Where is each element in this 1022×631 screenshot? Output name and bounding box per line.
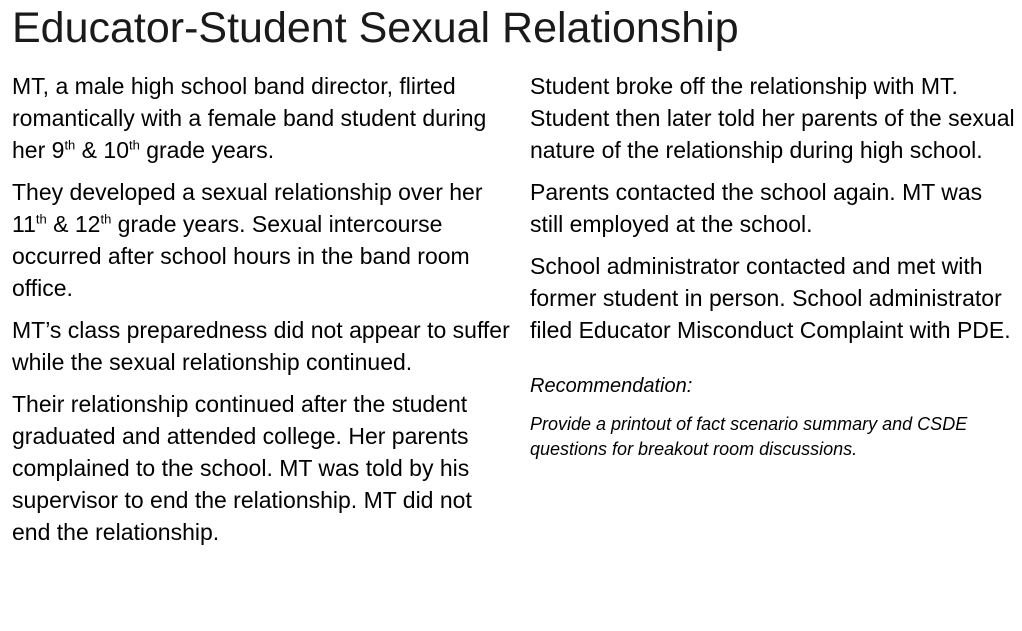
paragraph-text: grade years. Sexual intercourse occurred after school hours in the band room office. xyxy=(12,211,470,301)
left-column xyxy=(12,70,512,558)
paragraph-administrator: School administrator contacted and met with former student in person. School administrator filed Educator Misconduct Complaint with PDE. xyxy=(530,253,1011,343)
superscript: th xyxy=(64,137,76,153)
paragraph-flirting xyxy=(12,70,512,166)
paragraph-text: & 12 xyxy=(46,211,101,237)
recommendation-text: Provide a printout of fact scenario summary and CSDE questions for breakout room discussions. xyxy=(530,414,968,459)
paragraph-text: They developed a sexual relationship over her 11 xyxy=(12,179,483,237)
paragraph-broke-off: Student broke off the relationship with MT. Student then later told her parents of the sexual nature of the relationship during high school. xyxy=(530,73,1015,163)
paragraph-relationship xyxy=(12,176,512,304)
paragraph-text: MT, a male high school band director, flirted romantically with a female band student during her 9 xyxy=(12,73,487,163)
paragraph-parents-contacted: Parents contacted the school again. MT was still employed at the school. xyxy=(530,179,983,237)
right-column xyxy=(530,70,1015,462)
superscript: th xyxy=(100,211,112,227)
slide-title: Educator-Student Sexual Relationship xyxy=(12,4,739,52)
paragraph-text: grade years. xyxy=(139,137,275,163)
paragraph-preparedness: MT’s class preparedness did not appear to suffer while the sexual relationship continued. xyxy=(12,317,510,375)
paragraph-continued: Their relationship continued after the student graduated and attended college. Her parents complained to the school. MT was told by his supervisor to end the relationship. MT did not end the relationship. xyxy=(12,391,472,545)
paragraph-text: & 10 xyxy=(75,137,129,163)
recommendation-label: Recommendation: xyxy=(530,375,693,397)
superscript: th xyxy=(129,137,140,153)
superscript: th xyxy=(35,211,47,227)
